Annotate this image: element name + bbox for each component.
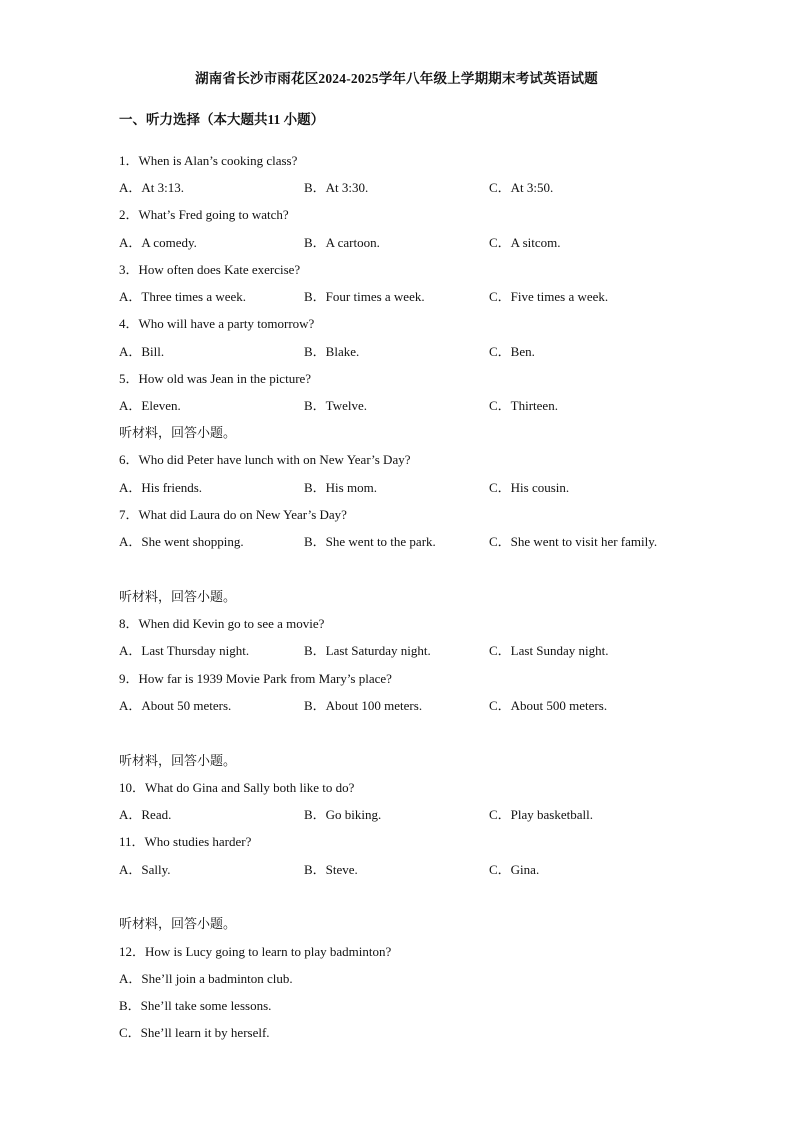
q10-option-b: B．Go biking.: [304, 807, 382, 822]
listen-prompt-3: 听材料，回答小题。: [119, 753, 237, 768]
q11-option-a: A．Sally.: [119, 862, 171, 877]
q6-option-b: B．His mom.: [304, 480, 377, 495]
q3-option-a: A．Three times a week.: [119, 289, 247, 304]
q8-option-b: B．Last Saturday night.: [304, 643, 431, 658]
q8-option-c: C．Last Sunday night.: [489, 643, 609, 658]
question-8: 8．When did Kevin go to see a movie?: [119, 616, 325, 631]
question-7: 7．What did Laura do on New Year’s Day?: [119, 507, 347, 522]
question-1: 1．When is Alan’s cooking class?: [119, 153, 298, 168]
question-4: 4．Who will have a party tomorrow?: [119, 316, 315, 331]
question-5: 5．How old was Jean in the picture?: [119, 371, 312, 386]
q11-option-c: C．Gina.: [489, 862, 540, 877]
q5-option-a: A．Eleven.: [119, 398, 181, 413]
q4-option-c: C．Ben.: [489, 344, 535, 359]
question-6: 6．Who did Peter have lunch with on New Year’s Day?: [119, 452, 411, 467]
section-heading: 一、听力选择（本大题共11 小题）: [119, 112, 325, 127]
q9-option-b: B．About 100 meters.: [304, 698, 423, 713]
q1-option-c: C．At 3:50.: [489, 180, 554, 195]
question-10: 10．What do Gina and Sally both like to do?: [119, 780, 355, 795]
q10-option-a: A．Read.: [119, 807, 172, 822]
q3-option-b: B．Four times a week.: [304, 289, 425, 304]
q12-option-c: C．She’ll learn it by herself.: [119, 1025, 270, 1040]
q9-option-a: A．About 50 meters.: [119, 698, 232, 713]
q2-option-b: B．A cartoon.: [304, 235, 380, 250]
question-12: 12．How is Lucy going to learn to play badminton?: [119, 944, 392, 959]
question-11: 11．Who studies harder?: [119, 834, 252, 849]
q4-option-a: A．Bill.: [119, 344, 165, 359]
q5-option-c: C．Thirteen.: [489, 398, 558, 413]
q1-option-a: A．At 3:13.: [119, 180, 185, 195]
listen-prompt-4: 听材料，回答小题。: [119, 916, 237, 931]
listen-prompt-2: 听材料，回答小题。: [119, 589, 237, 604]
q1-option-b: B．At 3:30.: [304, 180, 369, 195]
listen-prompt-1: 听材料，回答小题。: [119, 425, 237, 440]
q8-option-a: A．Last Thursday night.: [119, 643, 250, 658]
q7-option-a: A．She went shopping.: [119, 534, 244, 549]
q6-option-c: C．His cousin.: [489, 480, 570, 495]
question-2: 2．What’s Fred going to watch?: [119, 207, 289, 222]
question-9: 9．How far is 1939 Movie Park from Mary’s place?: [119, 671, 392, 686]
q2-option-c: C．A sitcom.: [489, 235, 561, 250]
q2-option-a: A．A comedy.: [119, 235, 197, 250]
q4-option-b: B．Blake.: [304, 344, 360, 359]
q6-option-a: A．His friends.: [119, 480, 203, 495]
q11-option-b: B．Steve.: [304, 862, 358, 877]
q5-option-b: B．Twelve.: [304, 398, 367, 413]
q7-option-c: C．She went to visit her family.: [489, 534, 658, 549]
q12-option-b: B．She’ll take some lessons.: [119, 998, 272, 1013]
q9-option-c: C．About 500 meters.: [489, 698, 608, 713]
page-title: 湖南省长沙市雨花区2024-2025学年八年级上学期期末考试英语试题: [195, 71, 598, 86]
question-3: 3．How often does Kate exercise?: [119, 262, 301, 277]
q7-option-b: B．She went to the park.: [304, 534, 436, 549]
q3-option-c: C．Five times a week.: [489, 289, 609, 304]
q12-option-a: A．She’ll join a badminton club.: [119, 971, 293, 986]
q10-option-c: C．Play basketball.: [489, 807, 593, 822]
